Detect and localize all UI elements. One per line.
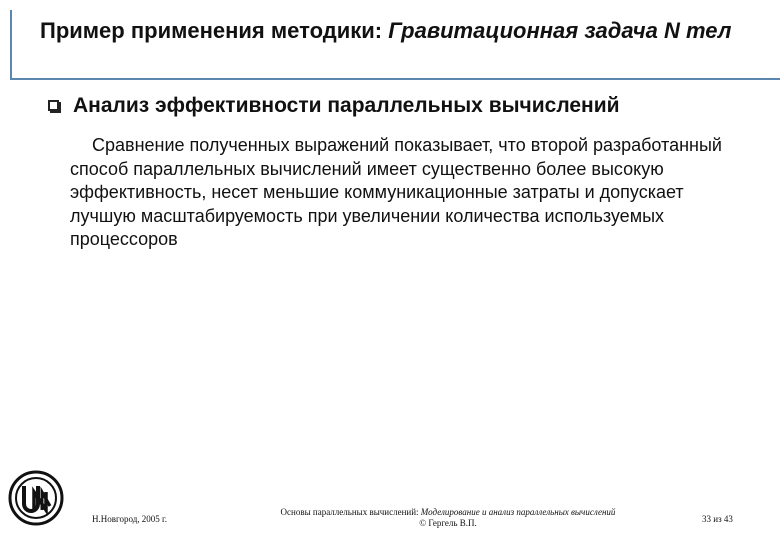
square-bullet-icon bbox=[48, 100, 59, 111]
section-heading: Анализ эффективности параллельных вычислений bbox=[73, 94, 620, 117]
footer-course-plain: Основы параллельных вычислений: bbox=[280, 507, 421, 517]
footer-course-italic: Моделирование и анализ параллельных вычислений bbox=[420, 507, 616, 517]
footer-copyright: © Гергель В.П. bbox=[419, 518, 477, 528]
page-number: 33 из 43 bbox=[702, 514, 733, 524]
title-italic: Гравитационная задача N тел bbox=[388, 18, 732, 43]
unn-logo-icon bbox=[8, 470, 64, 526]
footer-course bbox=[258, 507, 638, 529]
title-accent-bar bbox=[10, 10, 12, 78]
slide-title bbox=[40, 16, 760, 46]
title-underline bbox=[10, 78, 780, 80]
title-block bbox=[10, 6, 780, 74]
title-plain: Пример применения методики: bbox=[40, 18, 389, 43]
body-paragraph: Сравнение полученных выражений показывает, что второй разработанный способ параллельных вычислений имеет существенно более высокую эффективность, несет меньшие коммуникационные затраты и допускает лучшую масштабируемость при увеличении количества используемых процессоров bbox=[70, 135, 722, 249]
footer-city-year: Н.Новгород, 2005 г. bbox=[92, 514, 167, 524]
